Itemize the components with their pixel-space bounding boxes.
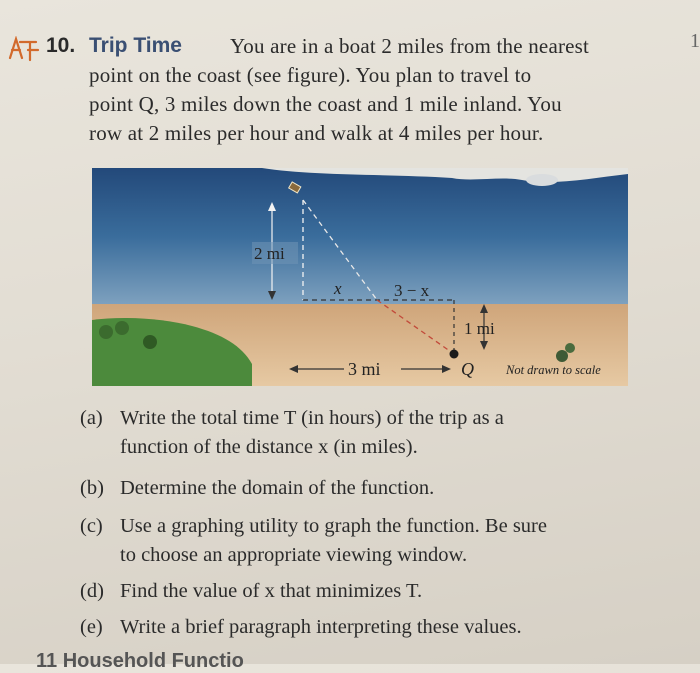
part-c-line-1: Use a graphing utility to graph the function. Be sure [120,515,547,537]
part-label-c: (c) [80,515,103,537]
part-label-d: (d) [80,580,104,602]
part-d-line-1: Find the value of x that minimizes T. [120,580,423,602]
label-x: x [334,279,342,298]
tree-icon [99,325,113,339]
tree-icon [143,335,157,349]
part-label-b: (b) [80,477,104,499]
label-3-minus-x: 3 − x [394,281,430,300]
tree-icon [115,321,129,335]
point-q-marker [450,350,459,359]
problem-text-line-3: point Q, 3 miles down the coast and 1 mile inland. You [89,92,562,116]
margin-mark: 1 [690,30,700,52]
label-3mi: 3 mi [348,359,381,379]
trip-figure [92,168,628,386]
problem-text-line-1: You are in a boat 2 miles from the nearest [230,34,590,58]
problem-title: Trip Time [89,34,182,57]
tree-icon [565,343,575,353]
label-1mi: 1 mi [464,319,495,338]
part-b-line-1: Determine the domain of the function. [120,477,435,499]
problem-text-line-2: point on the coast (see figure). You plan to travel to [89,63,532,87]
handwritten-mark-icon [6,36,40,62]
label-2mi: 2 mi [254,244,285,263]
part-e-line-1: Write a brief paragraph interpreting these values. [120,616,522,638]
not-to-scale-note: Not drawn to scale [506,363,601,377]
tree-icon [556,350,568,362]
part-c-line-2: to choose an appropriate viewing window. [120,544,468,566]
label-q: Q [461,359,474,379]
part-label-a: (a) [80,407,103,429]
part-label-e: (e) [80,616,103,638]
cutoff-heading: 11 Household Functio [36,650,244,672]
part-a-line-1: Write the total time T (in hours) of the trip as a [120,407,504,429]
problem-text-line-4: row at 2 miles per hour and walk at 4 miles per hour. [89,121,544,145]
sea-area [92,168,628,306]
problem-number: 10. [46,34,76,57]
part-a-line-2: function of the distance x (in miles). [120,436,418,458]
